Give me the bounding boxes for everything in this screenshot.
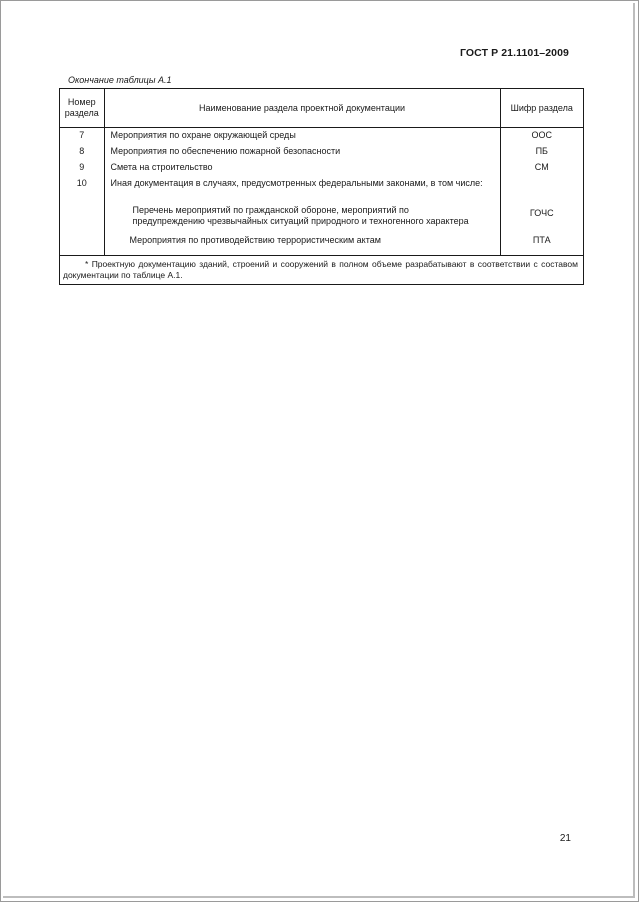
section-number-empty <box>60 205 104 235</box>
section-name: Мероприятия по обеспечению пожарной безопасности <box>110 146 341 156</box>
section-number: 9 <box>60 162 104 178</box>
table-header-row <box>60 89 583 128</box>
table-row <box>60 162 583 178</box>
section-name: Иная документация в случаях, предусмотренных федеральными законами, в том числе: <box>110 178 483 188</box>
subsection-code: ГОЧС <box>500 205 583 235</box>
table-row <box>60 128 583 147</box>
section-code <box>500 178 583 205</box>
sections-table-grid <box>60 89 583 255</box>
section-number: 10 <box>60 178 104 205</box>
table-row <box>60 146 583 162</box>
column-header-name: Наименование раздела проектной документации <box>104 89 500 128</box>
section-code: СМ <box>500 162 583 178</box>
section-name: Смета на строительство <box>110 162 213 172</box>
page-number: 21 <box>559 833 571 844</box>
subsection-code: ПТА <box>500 235 583 255</box>
sections-table <box>59 88 584 285</box>
section-name: Мероприятия по охране окружающей среды <box>110 130 296 140</box>
document-code: ГОСТ Р 21.1101–2009 <box>459 47 569 59</box>
column-header-code: Шифр раздела <box>500 89 583 128</box>
table-subrow <box>60 235 583 255</box>
table-subrow <box>60 205 583 235</box>
table-footnote: * Проектную документацию зданий, строений и сооружений в полном объеме разрабатывают в соответствии с составом документации по таблице А.1. <box>60 255 583 284</box>
column-header-number: Номер раздела <box>60 89 104 128</box>
section-code: ПБ <box>500 146 583 162</box>
table-caption: Окончание таблицы А.1 <box>68 75 172 85</box>
table-row <box>60 178 583 205</box>
subsection-name: Перечень мероприятий по гражданской обороне, мероприятий по предупреждению чрезвычайных ситуаций природного и техногенного характера <box>132 205 469 226</box>
section-number-empty <box>60 235 104 255</box>
section-code: ООС <box>500 128 583 147</box>
subsection-name: Мероприятия по противодействию террористическим актам <box>129 235 381 245</box>
section-number: 8 <box>60 146 104 162</box>
section-number: 7 <box>60 128 104 147</box>
